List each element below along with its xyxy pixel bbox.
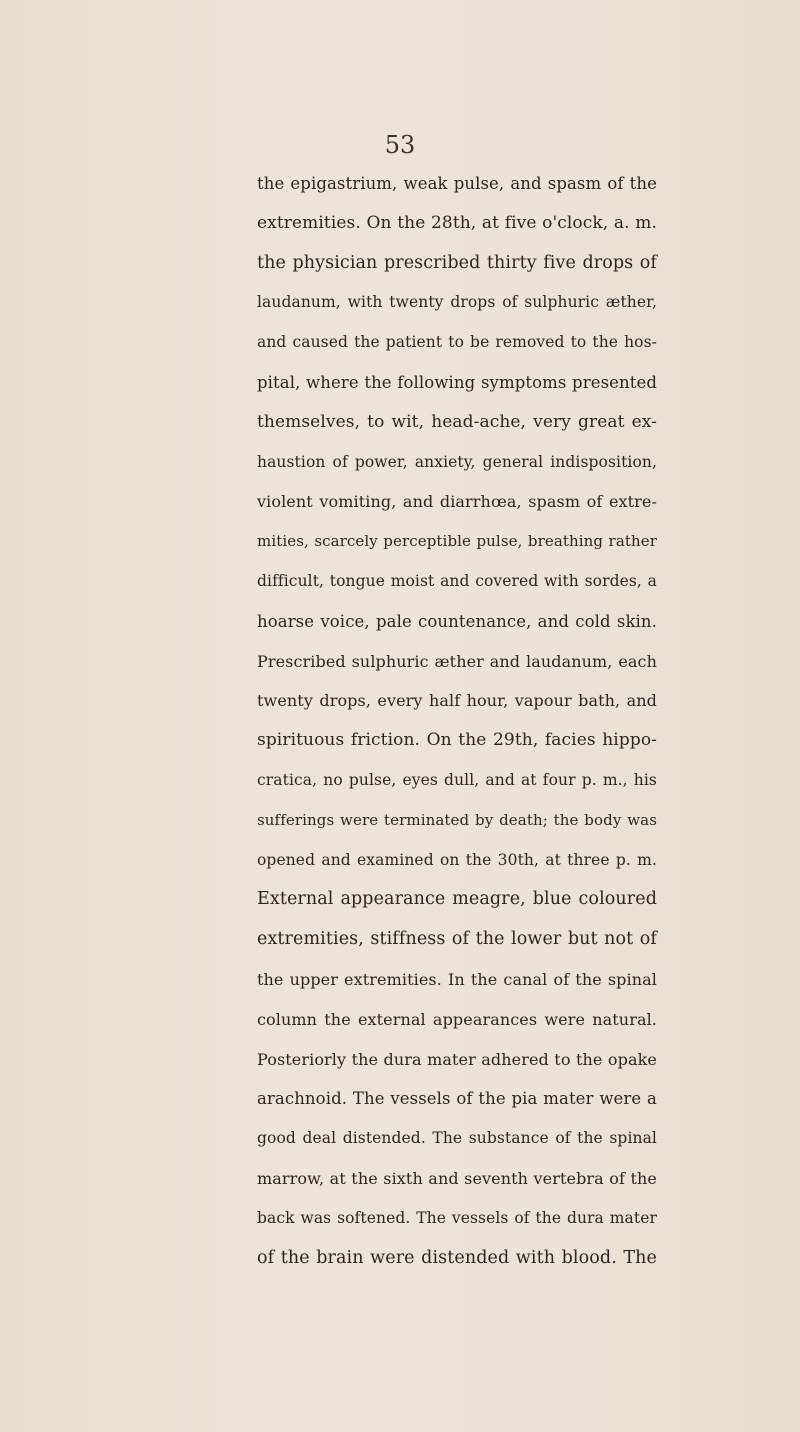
text-line: the upper extremities. In the canal of the spinal	[257, 969, 657, 989]
text-line: the physician prescribed thirty five drops of	[257, 252, 657, 273]
text-line: Prescribed sulphuric æther and laudanum, each	[257, 651, 657, 671]
text-line: extremities, stiffness of the lower but not of	[257, 929, 657, 950]
text-line: mities, scarcely perceptible pulse, breathing rather	[257, 532, 657, 551]
text-line: spirituous friction. On the 29th, facies hippo-	[257, 730, 657, 751]
text-line: Posteriorly the dura mater adhered to the opake	[257, 1049, 657, 1069]
text-line: good deal distended. The substance of the spinal	[257, 1129, 657, 1148]
body-text	[257, 164, 657, 1278]
text-line: External appearance meagre, blue coloured	[257, 889, 657, 910]
text-line: and caused the patient to be removed to the hos-	[257, 333, 657, 352]
text-line: violent vomiting, and diarrhœa, spasm of extre-	[257, 492, 657, 512]
text-line: hoarse voice, pale countenance, and cold skin.	[257, 611, 657, 631]
text-line: difficult, tongue moist and covered with sordes, a	[257, 571, 657, 590]
text-line: sufferings were terminated by death; the body was	[257, 810, 657, 829]
text-line: back was softened. The vessels of the dura mater	[257, 1208, 657, 1227]
text-line: themselves, to wit, head-ache, very great ex-	[257, 411, 657, 432]
page-number: 53	[384, 131, 416, 159]
text-line: marrow, at the sixth and seventh vertebra of the	[257, 1168, 657, 1188]
text-line: the epigastrium, weak pulse, and spasm of the	[257, 174, 657, 193]
text-line: arachnoid. The vessels of the pia mater were a	[257, 1089, 657, 1109]
text-line: haustion of power, anxiety, general indisposition,	[257, 452, 657, 471]
text-line: column the external appearances were natural.	[257, 1009, 657, 1029]
text-line: pital, where the following symptoms presented	[257, 372, 657, 392]
text-line: cratica, no pulse, eyes dull, and at four p. m., his	[257, 770, 657, 789]
text-line: extremities. On the 28th, at five o'clock, a. m.	[257, 212, 657, 233]
text-line: laudanum, with twenty drops of sulphuric æther,	[257, 293, 657, 312]
text-line: opened and examined on the 30th, at three p. m.	[257, 850, 657, 869]
text-line: of the brain were distended with blood. The	[257, 1247, 657, 1268]
text-line: twenty drops, every half hour, vapour bath, and	[257, 691, 657, 711]
